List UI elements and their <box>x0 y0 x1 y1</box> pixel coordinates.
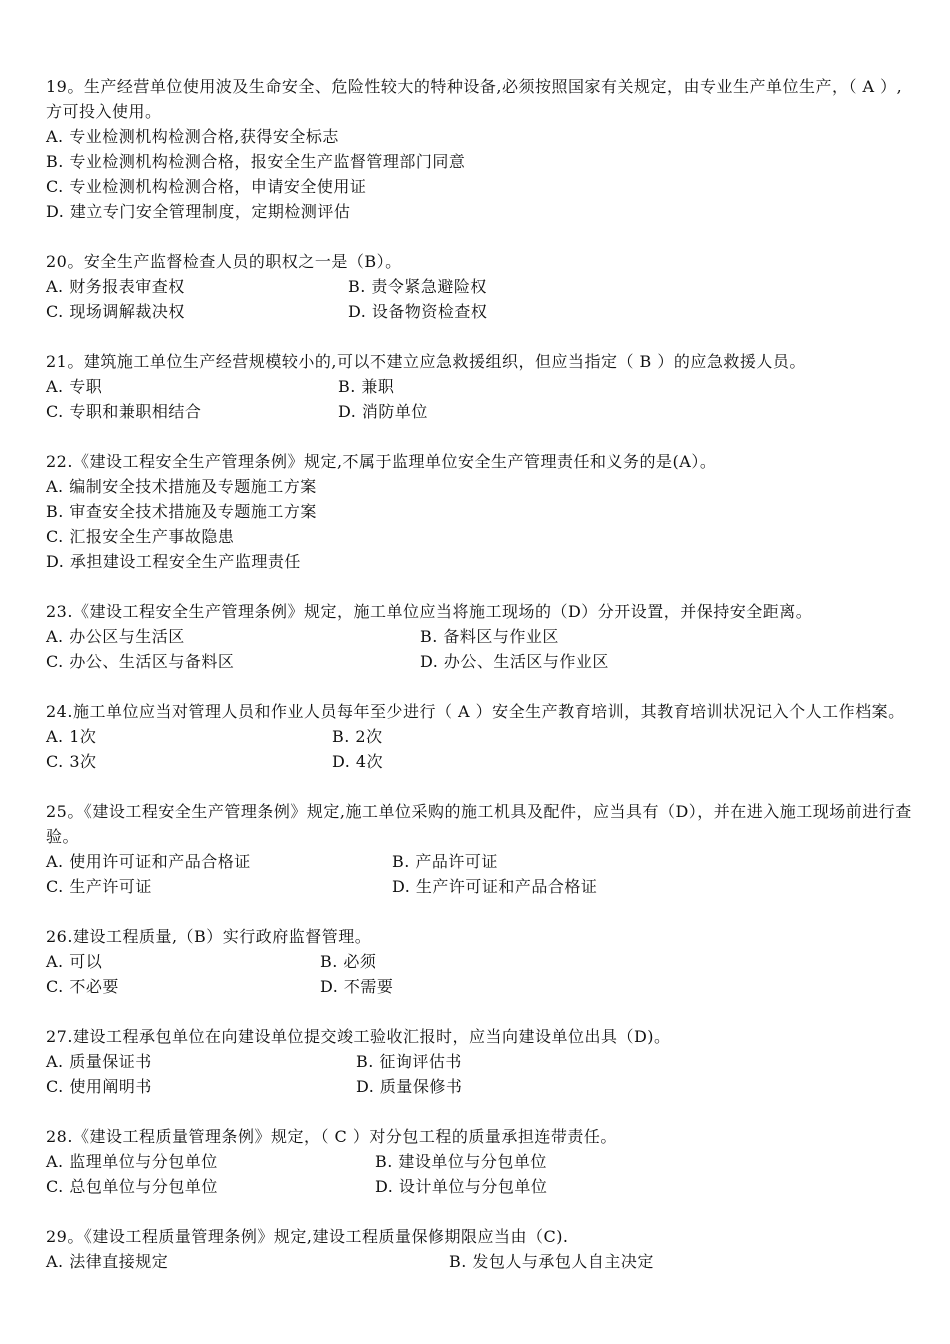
option-c: C. 总包单位与分包单位 <box>46 1177 218 1196</box>
options-row <box>46 1074 912 1099</box>
options-row <box>46 299 912 324</box>
question-23 <box>46 599 912 674</box>
option-a: A. 质量保证书 <box>46 1052 152 1071</box>
option-c: C. 专业检测机构检测合格，申请安全使用证 <box>46 177 367 196</box>
question-text: 21。建筑施工单位生产经营规模较小的,可以不建立应急救援组织，但应当指定（ B ）的应急救援人员。 <box>46 352 806 371</box>
option-a: A. 编制安全技术措施及专题施工方案 <box>46 477 317 496</box>
option-c: C. 不必要 <box>46 977 119 996</box>
option-a: A. 财务报表审查权 <box>46 277 185 296</box>
option-c: C. 3次 <box>46 752 97 771</box>
question-22 <box>46 449 912 574</box>
question-text: 23.《建设工程安全生产管理条例》规定，施工单位应当将施工现场的（D）分开设置，并保持安全距离。 <box>46 602 813 621</box>
option-d: D. 办公、生活区与作业区 <box>420 652 609 671</box>
option-a: A. 监理单位与分包单位 <box>46 1152 218 1171</box>
question-text: 27.建设工程承包单位在向建设单位提交竣工验收汇报时，应当向建设单位出具（D)。 <box>46 1027 671 1046</box>
question-text: 29。《建设工程质量管理条例》规定,建设工程质量保修期限应当由（C). <box>46 1227 569 1246</box>
option-d: D. 生产许可证和产品合格证 <box>392 877 598 896</box>
option-c: C. 办公、生活区与备料区 <box>46 652 235 671</box>
option-b: B. 建设单位与分包单位 <box>375 1152 547 1171</box>
option-a: A. 可以 <box>46 952 103 971</box>
option-c: C. 专职和兼职相结合 <box>46 402 202 421</box>
option-b: B. 兼职 <box>338 377 395 396</box>
option-d: D. 设计单位与分包单位 <box>375 1177 548 1196</box>
options-row <box>46 949 912 974</box>
option-b: B. 专业检测机构检测合格，报安全生产监督管理部门同意 <box>46 152 466 171</box>
options-row <box>46 1149 912 1174</box>
option-b: B. 必须 <box>320 952 377 971</box>
options-row <box>46 1174 912 1199</box>
option-b: B. 征询评估书 <box>356 1052 462 1071</box>
options-row <box>46 749 912 774</box>
question-28 <box>46 1124 912 1199</box>
question-text: 28.《建设工程质量管理条例》规定，（ C ）对分包工程的质量承担连带责任。 <box>46 1127 617 1146</box>
options-row <box>46 974 912 999</box>
option-d: D. 消防单位 <box>338 402 428 421</box>
options-row <box>46 1249 912 1274</box>
option-a: A. 专职 <box>46 377 103 396</box>
option-b: B. 发包人与承包人自主决定 <box>449 1252 654 1271</box>
option-d: D. 建立专门安全管理制度，定期检测评估 <box>46 202 351 221</box>
question-19 <box>46 74 912 224</box>
options-row <box>46 274 912 299</box>
options-row <box>46 724 912 749</box>
question-24 <box>46 699 912 774</box>
option-d: D. 4次 <box>332 752 384 771</box>
question-text: 19。生产经营单位使用波及生命安全、危险性较大的特种设备,必须按照国家有关规定，由专业生产单位生产，（ A ）,方可投入使用。 <box>46 77 903 121</box>
question-20 <box>46 249 912 324</box>
options-row <box>46 649 912 674</box>
option-b: B. 2次 <box>332 727 383 746</box>
option-d: D. 质量保修书 <box>356 1077 463 1096</box>
document-body <box>46 74 912 1299</box>
question-25 <box>46 799 912 899</box>
option-d: D. 设备物资检查权 <box>348 302 488 321</box>
options-row <box>46 374 912 399</box>
option-a: A. 专业检测机构检测合格,获得安全标志 <box>46 127 339 146</box>
question-26 <box>46 924 912 999</box>
options-row <box>46 624 912 649</box>
option-c: C. 现场调解裁决权 <box>46 302 185 321</box>
option-a: A. 1次 <box>46 727 97 746</box>
option-b: B. 备料区与作业区 <box>420 627 559 646</box>
question-text: 26.建设工程质量,（B）实行政府监督管理。 <box>46 927 372 946</box>
option-a: A. 使用许可证和产品合格证 <box>46 852 251 871</box>
question-29 <box>46 1224 912 1274</box>
option-c: C. 使用阐明书 <box>46 1077 152 1096</box>
option-a: A. 办公区与生活区 <box>46 627 185 646</box>
option-d: D. 承担建设工程安全生产监理责任 <box>46 552 301 571</box>
options-row <box>46 874 912 899</box>
option-d: D. 不需要 <box>320 977 394 996</box>
question-text: 24.施工单位应当对管理人员和作业人员每年至少进行（ A ）安全生产教育培训，其教育培训状况记入个人工作档案。 <box>46 702 905 721</box>
question-text: 25。《建设工程安全生产管理条例》规定,施工单位采购的施工机具及配件，应当具有（D），并在进入施工现场前进行查验。 <box>46 802 912 846</box>
question-text: 20。安全生产监督检查人员的职权之一是（B）。 <box>46 252 402 271</box>
option-b: B. 产品许可证 <box>392 852 498 871</box>
option-b: B. 审查安全技术措施及专题施工方案 <box>46 502 317 521</box>
option-c: C. 生产许可证 <box>46 877 152 896</box>
option-c: C. 汇报安全生产事故隐患 <box>46 527 235 546</box>
question-27 <box>46 1024 912 1099</box>
options-row <box>46 849 912 874</box>
question-21 <box>46 349 912 424</box>
question-text: 22.《建设工程安全生产管理条例》规定,不属于监理单位安全生产管理责任和义务的是(A）。 <box>46 452 717 471</box>
options-row <box>46 399 912 424</box>
option-a: A. 法律直接规定 <box>46 1252 169 1271</box>
option-b: B. 责令紧急避险权 <box>348 277 487 296</box>
options-row <box>46 1049 912 1074</box>
